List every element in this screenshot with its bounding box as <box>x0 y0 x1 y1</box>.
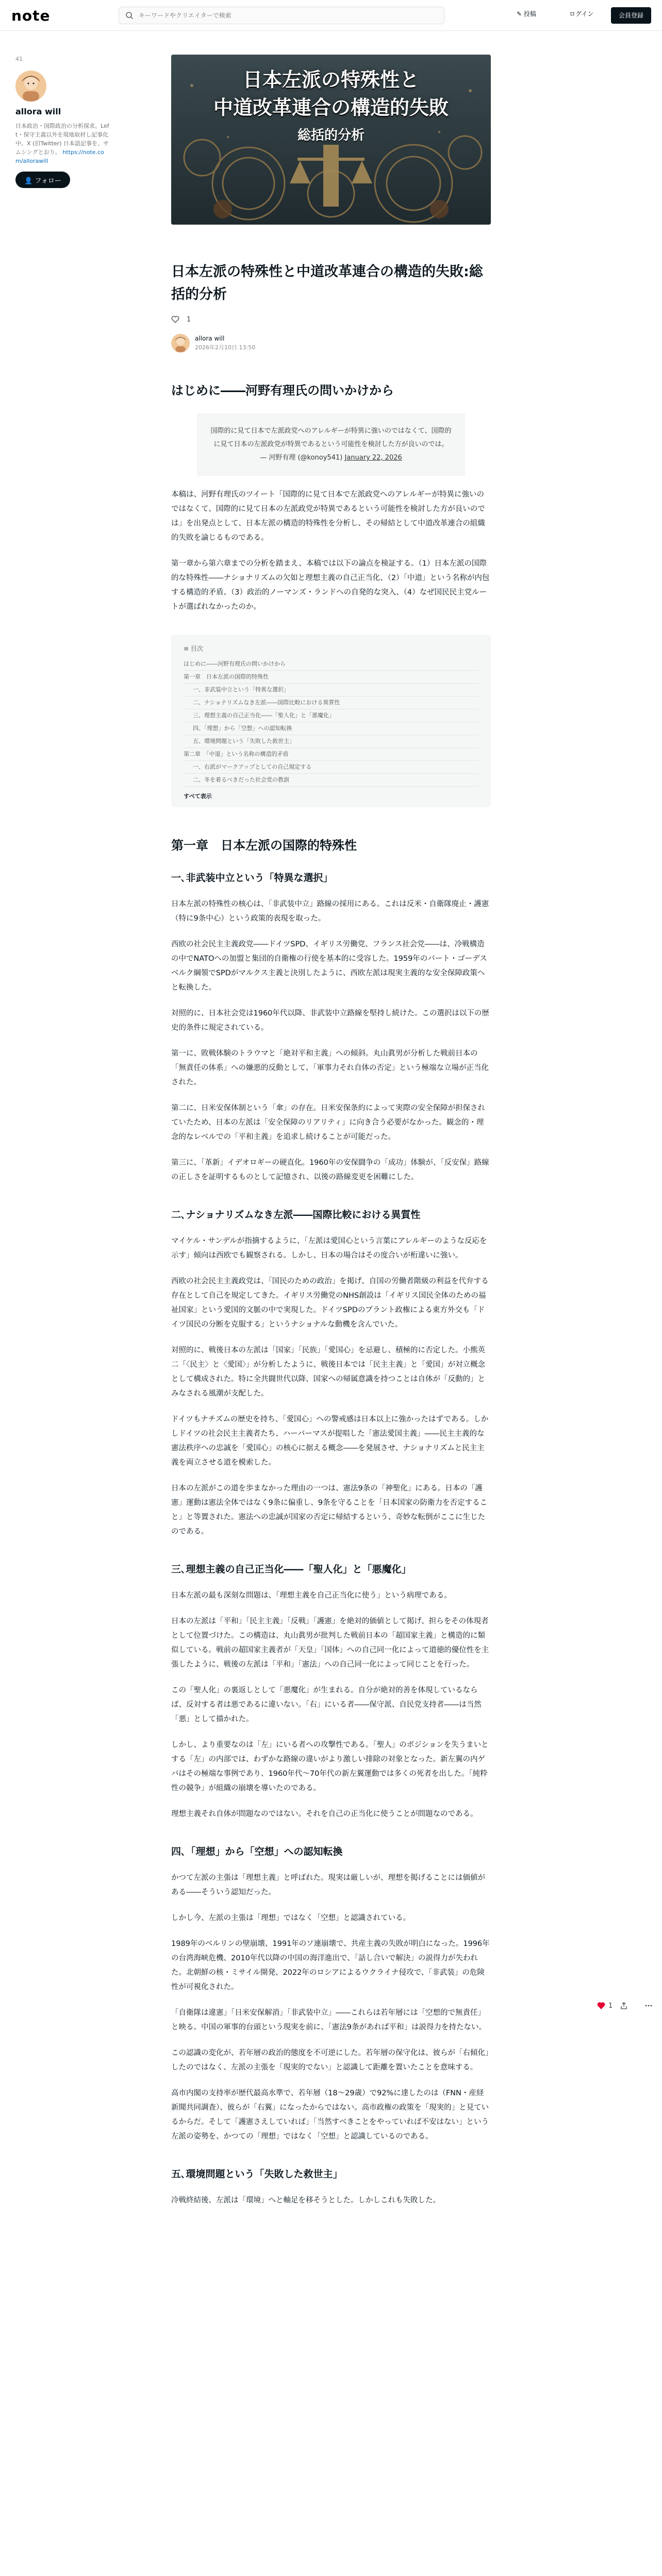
toc-item[interactable]: 二、冬を着るべきだった社会党の教訓 <box>184 774 478 787</box>
like-count[interactable]: 1 <box>187 315 191 324</box>
section-5-heading: 五､環境問題という「失敗した救世主」 <box>171 2168 343 2180</box>
article <box>171 55 491 2208</box>
embedded-tweet <box>197 413 465 476</box>
chapter-1-heading: 第一章 日本左派の国際的特殊性 <box>171 838 357 853</box>
hero-title-line2: 中道改革連合の構造的失敗 <box>213 96 449 119</box>
hero-image <box>171 55 491 225</box>
toc-item[interactable]: 一、右派がマークアップとしての自己規定する <box>184 761 478 774</box>
search-icon <box>125 11 134 20</box>
toc-item[interactable]: はじめに――河野有理氏の問いかけから <box>184 658 478 671</box>
publish-date: 2026年2月10日 13:50 <box>195 344 256 351</box>
toc-item[interactable]: 二、ナショナリズムなき左派――国際比較における異質性 <box>184 697 478 709</box>
toc-show-all-button[interactable]: すべて表示 <box>184 793 212 800</box>
hero-subtitle: 総括的分析 <box>297 128 365 143</box>
site-header <box>0 0 662 31</box>
paragraph: しかし今、左派の主張は「理想」ではなく「空想」と認識されている。 <box>171 1914 410 1922</box>
paragraph: この「聖人化」の裏返しとして「悪魔化」が生まれる。自分が絶対的善を体現しているならば、反対する者は悪であるに違いない。「右」にいる者――保守派、自民党支持者――は当然「悪」として描かれた。 <box>171 1686 482 1723</box>
search-input[interactable] <box>139 7 438 24</box>
sidebar-bio <box>15 122 111 165</box>
list-icon: ≡ <box>184 645 191 652</box>
more-icon[interactable] <box>644 2002 653 2010</box>
paragraph: 西欧の社会民主主義政党――ドイツSPD、イギリス労働党、フランス社会党――は、冷戦構造の中でNATOへの加盟と集団的自衛権の行使を基本的に受容した。1959年のバート・ゴーデスベルク綱領でSPDがマルクス主義と決別したように、西欧左派は現実主義的な安全保障政策へと転換した。 <box>171 940 487 992</box>
section-4-heading: 四､「理想」から「空想」への認知転換 <box>171 1846 343 1857</box>
intro-paragraph-1: 本稿は、河野有理氏のツイート「国際的に見て日本で左派政党へのアレルギーが特異に強いのではなくて、国際的に見て日本の左派政党が特異であるという可能性を検討した方が良いのでは」を出発点として、日本左派の構造的特殊性を分析し、その帰結として中道改革連合の組織的失敗を論じるものである。 <box>171 490 485 542</box>
search-box[interactable] <box>119 7 444 24</box>
post-button[interactable] <box>517 9 536 18</box>
paragraph: 日本左派の特殊性の核心は、「非武装中立」路線の採用にある。これは反米・自衛隊廃止・護憲（特に9条中心）という政策的表現を取った。 <box>171 900 489 923</box>
paragraph: 日本左派の最も深刻な問題は、「理想主義を自己正当化に使う」という病理である。 <box>171 1591 452 1600</box>
floating-like-count[interactable]: 1 <box>608 2002 613 2010</box>
heart-icon[interactable] <box>597 2002 605 2010</box>
person-plus-icon: 👤 <box>24 177 35 185</box>
tweet-source <box>208 451 454 465</box>
toc-item[interactable]: 第一章 日本左派の国際的特殊性 <box>184 671 478 684</box>
tweet-author: — 河野有理 (@konoy541) <box>260 454 343 462</box>
section-2-heading: 二､ナショナリズムなき左派――国際比較における異質性 <box>171 1209 421 1221</box>
paragraph: 「自衛隊は違憲」「日米安保解消」「非武装中立」――これらは若年層には「空想的で無責任」と映る。中国の軍事的台頭という現実を前に、「憲法9条があれば平和」は説得力を持たない。 <box>171 2009 486 2031</box>
post-label: 投稿 <box>523 10 536 18</box>
author-sidebar <box>15 56 119 188</box>
paragraph: 第三に、「革新」イデオロギーの硬直化。1960年の安保闘争の「成功」体験が、「反安保」路線の正しさを証明するものとして記憶され、以後の路線変更を困難にした。 <box>171 1159 489 1181</box>
floating-action-bar <box>597 2002 653 2010</box>
paragraph: 日本の左派は「平和」「民主主義」「反戦」「護憲」を絶対的価値として掲げ、担らをその体現者として位置づけた。この構造は、丸山眞男が批判した戦前日本の「超国家主義」と構造的に類似している。戦前の超国家主義者が「天皇」「国体」への自己同一化によって道徳的優位性を主張したように、戦後の左派は「平和」「憲法」への自己同一化によって同じことを行った。 <box>171 1617 489 1669</box>
bio-link[interactable]: https://note.com/allorawill <box>15 149 104 164</box>
paragraph: 日本の左派がこの道を歩まなかった理由の一つは、憲法9条の「神聖化」にある。日本の「護憲」運動は憲法全体ではなく9条に偏重し、9条を守ることを「日本国家の防衛力を否定すること」と等置された。憲法への忠誠が国家の否定に帰結するという、奇妙な転倒がここに生じたのである。 <box>171 1484 487 1536</box>
avatar[interactable] <box>15 71 46 101</box>
login-link[interactable]: ログイン <box>569 10 594 18</box>
section-3-heading: 三､理想主義の自己正当化――「聖人化」と「悪魔化」 <box>171 1564 411 1575</box>
follow-button[interactable] <box>15 172 70 188</box>
paragraph: 対照的に、日本社会党は1960年代以降、非武装中立路線を堅持し続けた。この選択は以下の歴史的条件に規定されている。 <box>171 1009 489 1032</box>
intro-heading: はじめに――河野有理氏の問いかけから <box>171 383 394 398</box>
paragraph: 1989年のベルリンの壁崩壊、1991年のソ連崩壊で、共産主義の失敗が明白になった。1996年の台湾海峡危機、2010年代以降の中国の海洋進出で、「話し合いで解決」の説得力が失われた。北朝鮮の核・ミサイル開発、2022年のロシアによるウクライナ侵攻で、「非武装」の危険性が可視化された。 <box>171 1940 490 1991</box>
sidebar-author-name[interactable]: allora will <box>15 107 61 116</box>
page-title: 日本左派の特殊性と中道改革連合の構造的失敗:総括的分析 <box>171 264 483 302</box>
paragraph: 第一に、敗戦体験のトラウマと「絶対平和主義」への傾斜。丸山眞男が分析した戦前日本の「無責任の体系」への嫌悪的反動として、「軍事力それ自体の否定」という極端な立場が正当化された。 <box>171 1049 489 1087</box>
paragraph: 第二に、日米安保体制という「傘」の存在。日米安保条約によって実際の安全保障が担保されていたため、日本の左派は「安全保障のリアリティ」に向き合う必要がなかった。観念的・理念的なレベルでの「平和主義」を追求し続けることが可能だった。 <box>171 1104 485 1141</box>
toc-item[interactable]: 四、「理想」から「空想」への認知転換 <box>184 722 478 735</box>
paragraph: 冷戦終結後、左派は「環境」へと軸足を移そうとした。しかしこれも失敗した。 <box>171 2196 440 2205</box>
toc-item[interactable]: 第二章 「中道」という名称の構造的矛盾 <box>184 748 478 761</box>
paragraph: マイケル・サンデルが指摘するように、「左派は愛国心という言葉にアレルギーのような反応を示す」傾向は西欧でも観察される。しかし、日本の場合はその度合いが桁違いに強い。 <box>171 1237 487 1260</box>
intro-paragraph-2: 第一章から第六章までの分析を踏まえ、本稿では以下の論点を検証する。（1）日本左派の国際的な特殊性――ナショナリズムの欠如と理想主義の自己正当化、（2）「中道」という名称が内包する構造的矛盾、（3）政治的ノーマンズ・ランドへの自発的な突入、（4）なぜ国民民主党ルートが選ばれなかったのか。 <box>171 560 490 611</box>
follow-label: フォロー <box>35 177 61 185</box>
paragraph: かつて左派の主張は「理想主義」と呼ばれた。現実は厳しいが、理想を掲げることには価値がある――そういう認知だった。 <box>171 1874 485 1896</box>
toc-item[interactable]: 一、非武装中立という「特異な選択」 <box>184 684 478 697</box>
signup-button[interactable]: 会員登録 <box>611 7 651 24</box>
paragraph: ドイツもナチズムの歴史を持ち、「愛国心」への警戒感は日本以上に強かったはずである。しかしドイツの社会民主主義者たち、ハーバーマスが提唱した「憲法愛国主義」――民主主義的な憲法秩序への忠誠を「愛国心」の核心に据える概念――を発展させ、ナショナリズムと民主主義を両立させる道を模索した。 <box>171 1415 489 1467</box>
author-avatar[interactable] <box>171 334 190 352</box>
tweet-date-link[interactable]: January 22, 2026 <box>344 454 402 462</box>
avatar-image <box>15 71 46 101</box>
toc-item[interactable]: 五、環境問題という「失敗した救世主」 <box>184 735 478 748</box>
toc-heading: ≡ 目次 <box>184 645 203 652</box>
heart-icon[interactable] <box>171 315 179 324</box>
hero-title-line1: 日本左派の特殊性と <box>242 68 419 91</box>
table-of-contents <box>171 635 491 807</box>
toc-item[interactable]: 三、理想主義の自己正当化――「聖人化」と「悪魔化」 <box>184 709 478 722</box>
paragraph: この認識の変化が、若年層の政治的態度を不可逆にした。若年層の保守化は、彼らが「右傾化」したのではなく、左派の主張を「現実的でない」と認識して距離を置いたことを意味する。 <box>171 2049 489 2072</box>
paragraph: 西欧の社会民主主義政党は、「国民のための政治」を掲げ、自国の労働者階級の利益を代弁する存在として自己を規定してきた。イギリス労働党のNHS創設は「イギリス国民全体のための福祉国家」という愛国的文脈の中で実現した。ドイツSPDのブラント政権による東方外交も「ドイツ国民の分断を克服する」というナショナルな動機を含んでいた。 <box>171 1277 489 1329</box>
tweet-text: 国際的に見て日本で左派政党へのアレルギーが特異に強いのではなくて、国際的に見て日本の左派政党が特異であるという可能性を検討した方が良いのでは。 <box>210 427 452 448</box>
note-logo[interactable]: note <box>11 7 51 24</box>
paragraph: 理想主義それ自体が問題なのではない。それを自己の正当化に使うことが問題なのである。 <box>171 1810 478 1818</box>
paragraph: 対照的に、戦後日本の左派は「国家」「民族」「愛国心」を忌避し、積極的に否定した。小熊英二「〈民主〉と〈愛国〉」が分析したように、戦後日本では「民主主義」と「愛国」が対立概念として構成された。特に全共闘世代以降、国家への帰属意識を持つことは自体が「反動的」とみなされる風潮が支配した。 <box>171 1346 485 1398</box>
paragraph: しかし、より重要なのは「左」にいる者への攻撃性である。「聖人」のポジションを失うまいとする「左」の内部では、わずかな路線の違いがより激しい排除の対象となった。新左翼の内ゲバはその極端な事例であり、1960年代〜70年代の新左翼運動では多くの死者を出した。「純粋性の競争」が組織の崩壊を導いたのである。 <box>171 1741 489 1792</box>
author-name[interactable]: allora will <box>195 335 225 342</box>
sidebar-count: 41 <box>15 56 23 62</box>
section-1-heading: 一､非武装中立という「特異な選択」 <box>171 872 333 884</box>
paragraph: 高市内閣の支持率が歴代最高水準で、若年層（18〜29歳）で92%に達したのは（FNN・産経新聞共同調査）、彼らが「右翼」になったからではない。高市政権の政策を「現実的」と見ているからだ。そして「護憲さえしていれば」「当然すべきことをやっていれば不安はない」という左派の姿勢を、かつての「理想」ではなく「空想」と認識しているのである。 <box>171 2089 489 2141</box>
author-avatar-image <box>171 334 190 352</box>
like-bar <box>171 315 491 324</box>
pencil-icon: ✎ <box>517 10 524 18</box>
author-row <box>171 334 491 352</box>
bio-text: 日本政治・国際政治の分析探求。Left・保守主義以外を現地取材し記事化中。X (旧Twitter) 日本語記事を、サムシングとおり。 <box>15 123 109 156</box>
share-icon[interactable] <box>620 2002 628 2010</box>
